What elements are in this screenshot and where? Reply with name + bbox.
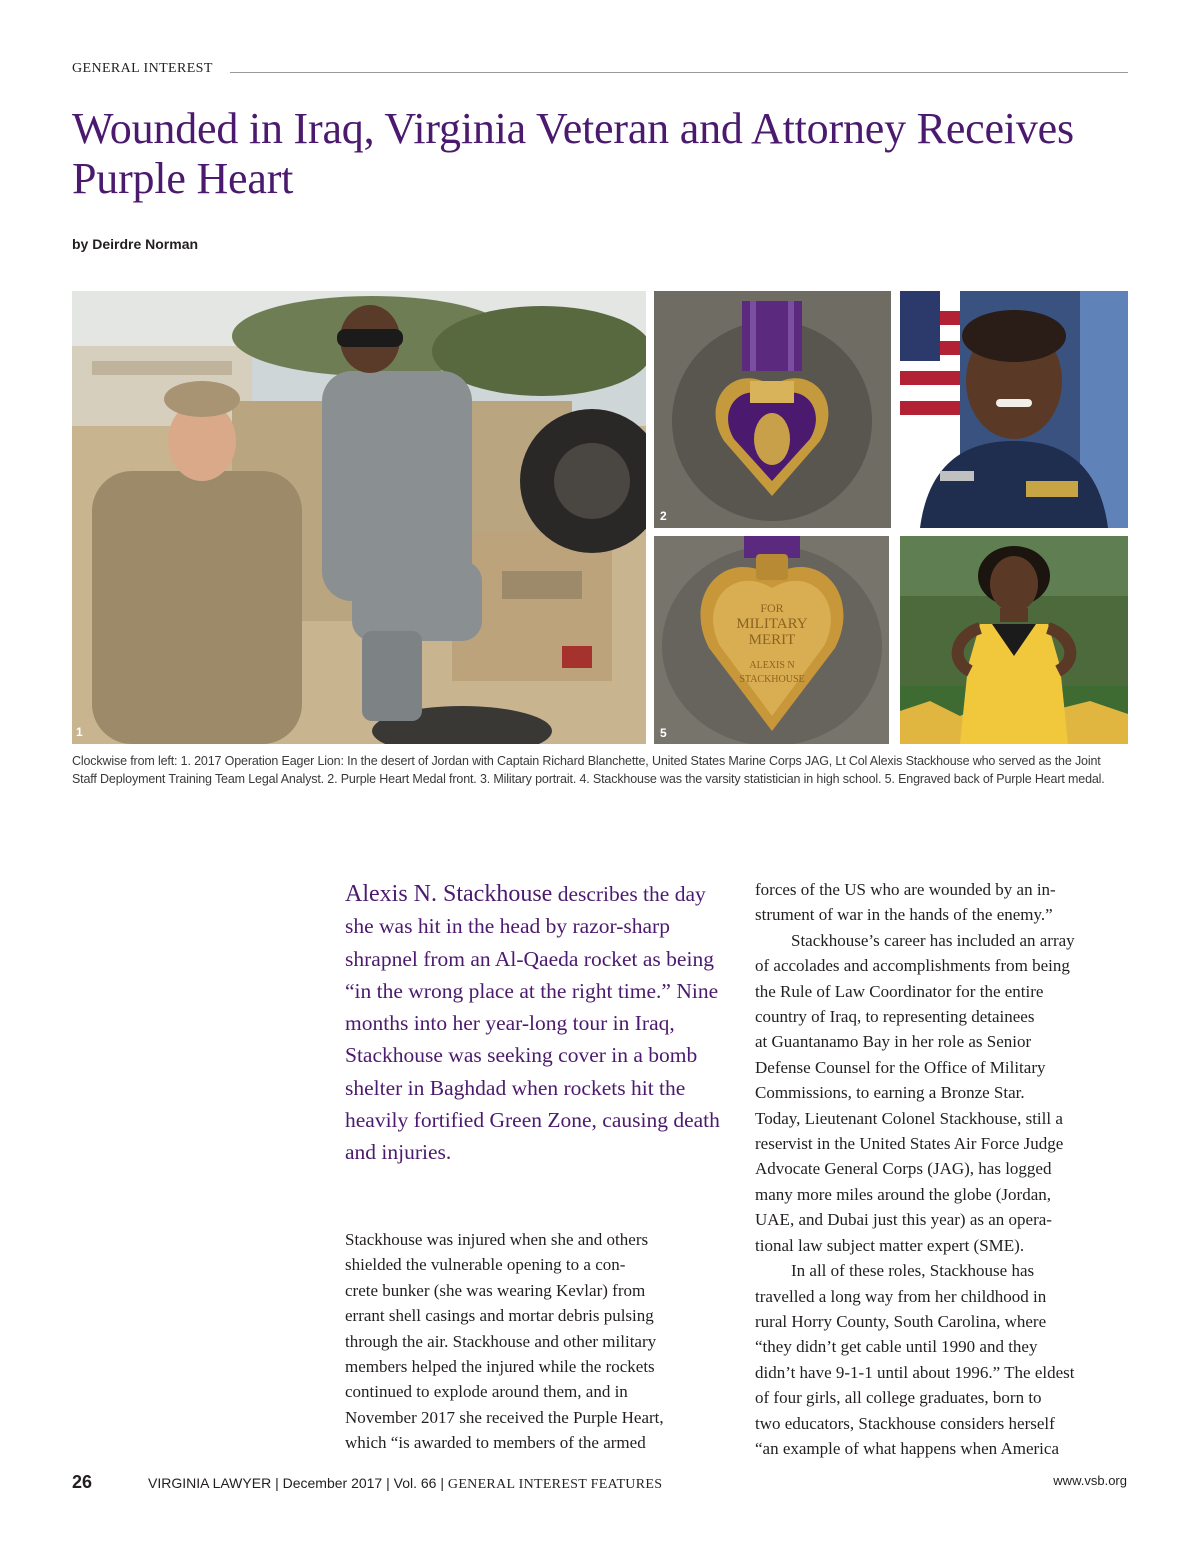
body-line: UAE, and Dubai just this year) as an opera-	[755, 1210, 1052, 1230]
lede-paragraph	[345, 878, 720, 1169]
body-line: forces of the US who are wounded by an in-	[755, 880, 1056, 899]
page-footer	[0, 1468, 1200, 1498]
body-line: members helped the injured while the rockets	[345, 1357, 655, 1377]
body-line: two educators, Stackhouse considers herself	[755, 1413, 1055, 1433]
body-column-right	[755, 877, 1131, 1461]
photo-number: 3	[905, 509, 912, 523]
photo-purple-heart-back	[654, 536, 889, 744]
body-line: In all of these roles, Stackhouse has	[791, 1261, 1035, 1281]
lede-text: describes the day she was hit in the head by razor-sharp shrapnel from an Al-Qaeda rocket as being “in the wrong place at the right time.” Nine months into her year-long tour in Iraq, Stackhouse was seeking cover in a bomb shelter in Baghdad when rockets hit the heavily fortified Green Zone, causing death and injuries.	[345, 882, 720, 1165]
footer-separator: |	[275, 1475, 279, 1491]
body-line: shielded the vulnerable opening to a con-	[345, 1255, 626, 1275]
lede-name: Alexis N. Stackhouse	[345, 881, 553, 907]
article-headline: Wounded in Iraq, Virginia Veteran and Attorney Receives Purple Heart	[72, 104, 1074, 203]
body-line: Stackhouse’s career has included an array	[791, 930, 1075, 950]
section-label: GENERAL INTEREST	[72, 61, 223, 77]
medal-engraving-military: MILITARY	[736, 616, 808, 632]
body-line: of accolades and accomplishments from being	[755, 956, 1070, 976]
photo-caption: Clockwise from left: 1. 2017 Operation Eager Lion: In the desert of Jordan with Captain Richard Blanchette, United States Marine Corps JAG, Lt Col Alexis Stackhouse who served as the Joint Staff Deployment Training Team Legal Analyst. 2. Purple Heart Medal front. 3. Military portrait. 4. Stackhouse was the varsity statistician in high school. 5. Engraved back of Purple Heart medal.	[72, 754, 1105, 786]
body-line: Commissions, to earning a Bronze Star.	[755, 1083, 1025, 1103]
body-line: Stackhouse was injured when she and others	[345, 1230, 649, 1249]
medal-engraving-name-last: STACKHOUSE	[739, 674, 805, 685]
footer-separator: |	[440, 1475, 445, 1491]
footer-publication-info	[148, 1475, 662, 1493]
photo-operation-eager-lion	[72, 291, 646, 744]
photo-military-portrait	[900, 291, 1128, 528]
footer-section: GENERAL INTEREST FEATURES	[447, 1477, 663, 1492]
body-line: continued to explode around them, and in	[345, 1382, 628, 1402]
body-line: Today, Lieutenant Colonel Stackhouse, still a	[755, 1108, 1063, 1128]
photo-number: 1	[76, 725, 83, 739]
body-line: of four girls, all college graduates, born to	[755, 1388, 1042, 1408]
body-line: “an example of what happens when America	[755, 1438, 1059, 1458]
body-line: crete bunker (she was wearing Kevlar) from	[345, 1280, 646, 1300]
body-line: errant shell casings and mortar debris pulsing	[345, 1306, 654, 1326]
medal-engraving-name-first: ALEXIS N	[749, 660, 795, 671]
body-line: reservist in the United States Air Force Judge	[755, 1134, 1064, 1154]
medal-engraving-merit: MERIT	[748, 632, 796, 648]
body-line: tional law subject matter expert (SME).	[755, 1235, 1025, 1255]
volume: Vol. 66	[393, 1475, 437, 1491]
medal-engraving-for: FOR	[760, 601, 784, 615]
body-line: travelled a long way from her childhood in	[755, 1286, 1047, 1306]
publication-name: VIRGINIA LAWYER	[148, 1475, 272, 1491]
body-line: strument of war in the hands of the enemy.”	[755, 905, 1053, 925]
body-line: which “is awarded to members of the armed	[345, 1433, 646, 1453]
body-line: the Rule of Law Coordinator for the entire	[755, 981, 1044, 1001]
body-line: November 2017 she received the Purple Heart,	[345, 1407, 664, 1427]
body-line: didn’t have 9-1-1 until about 1996.” The eldest	[755, 1362, 1075, 1382]
body-line: many more miles around the globe (Jordan,	[755, 1184, 1052, 1204]
body-column-left	[345, 1227, 727, 1456]
body-line: through the air. Stackhouse and other military	[345, 1331, 657, 1351]
byline: by Deirdre Norman	[72, 236, 199, 252]
photo-high-school-statistician	[900, 536, 1128, 744]
photo-purple-heart-front	[654, 291, 891, 528]
footer-separator: |	[386, 1475, 390, 1491]
body-line: Advocate General Corps (JAG), has logged	[755, 1159, 1052, 1179]
photo-number: 5	[660, 726, 667, 740]
section-divider-line	[230, 72, 1128, 73]
body-line: at Guantanamo Bay in her role as Senior	[755, 1032, 1032, 1052]
body-line: rural Horry County, South Carolina, where	[755, 1311, 1047, 1331]
website-url: www.vsb.org	[1053, 1473, 1127, 1488]
photo-number: 2	[660, 509, 667, 523]
body-line: “they didn’t get cable until 1990 and they	[755, 1337, 1038, 1357]
body-line: country of Iraq, to representing detainees	[755, 1007, 1035, 1027]
issue-date: December 2017	[282, 1475, 383, 1491]
page-number: 26	[72, 1472, 93, 1492]
body-line: Defense Counsel for the Office of Military	[755, 1057, 1046, 1077]
